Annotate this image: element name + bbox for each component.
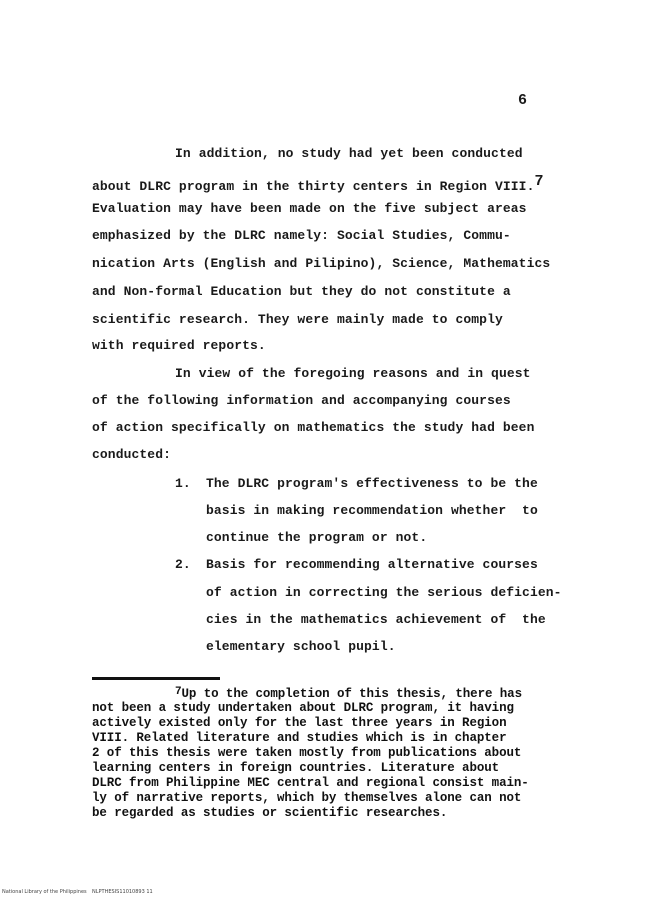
page-number: 6	[518, 92, 528, 109]
list-item-marker: 2.	[175, 557, 191, 572]
body-line: of action specifically on mathematics the study had been	[92, 420, 535, 435]
footnote-reference: 7	[534, 173, 544, 190]
body-line: In addition, no study had yet been conducted	[175, 146, 523, 161]
list-item-line: continue the program or not.	[206, 530, 428, 545]
body-line	[92, 173, 544, 194]
footnote-line: not been a study undertaken about DLRC program, it having	[92, 701, 514, 715]
list-item-line: The DLRC program's effectiveness to be the	[206, 476, 538, 491]
body-line: emphasized by the DLRC namely: Social Studies, Commu-	[92, 228, 511, 243]
body-line: and Non-formal Education but they do not constitute a	[92, 284, 511, 299]
footnote-line: DLRC from Philippine MEC central and regional consist main-	[92, 776, 529, 790]
list-item-line: elementary school pupil.	[206, 639, 396, 654]
body-line: Evaluation may have been made on the five subject areas	[92, 201, 527, 216]
footnote-line: actively existed only for the last three years in Region	[92, 716, 507, 730]
body-line: nication Arts (English and Pilipino), Science, Mathematics	[92, 256, 551, 271]
footnote-line: VIII. Related literature and studies which is in chapter	[92, 731, 507, 745]
footnote-rule	[92, 677, 220, 680]
footnote-line: 2 of this thesis were taken mostly from publications about	[92, 746, 522, 760]
list-item-marker: 1.	[175, 476, 191, 491]
footnote-line: learning centers in foreign countries. Literature about	[92, 761, 500, 775]
list-item-line: Basis for recommending alternative courses	[206, 557, 538, 572]
body-line: scientific research. They were mainly made to comply	[92, 312, 503, 327]
body-line: conducted:	[92, 447, 172, 462]
list-item-line: cies in the mathematics achievement of the	[206, 612, 546, 627]
footnote-text: Up to the completion of this thesis, there has	[181, 687, 522, 701]
body-line-text: about DLRC program in the thirty centers in Region VIII.	[92, 179, 535, 194]
body-line: of the following information and accompanying courses	[92, 393, 511, 408]
body-line: In view of the foregoing reasons and in quest	[175, 366, 531, 381]
footnote-marker: 7	[175, 686, 182, 698]
body-line: with required reports.	[92, 338, 266, 353]
footer-document-id: NLPTHESIS11010893 11	[92, 889, 153, 895]
list-item-line: of action in correcting the serious deficien-	[206, 585, 562, 600]
list-item-line: basis in making recommendation whether to	[206, 503, 538, 518]
footnote-line	[175, 686, 522, 701]
footnote-line: ly of narrative reports, which by themselves alone can not	[92, 791, 522, 805]
footer-library-name: National Library of the Philippines	[2, 889, 87, 895]
footnote-line: be regarded as studies or scientific researches.	[92, 806, 448, 820]
